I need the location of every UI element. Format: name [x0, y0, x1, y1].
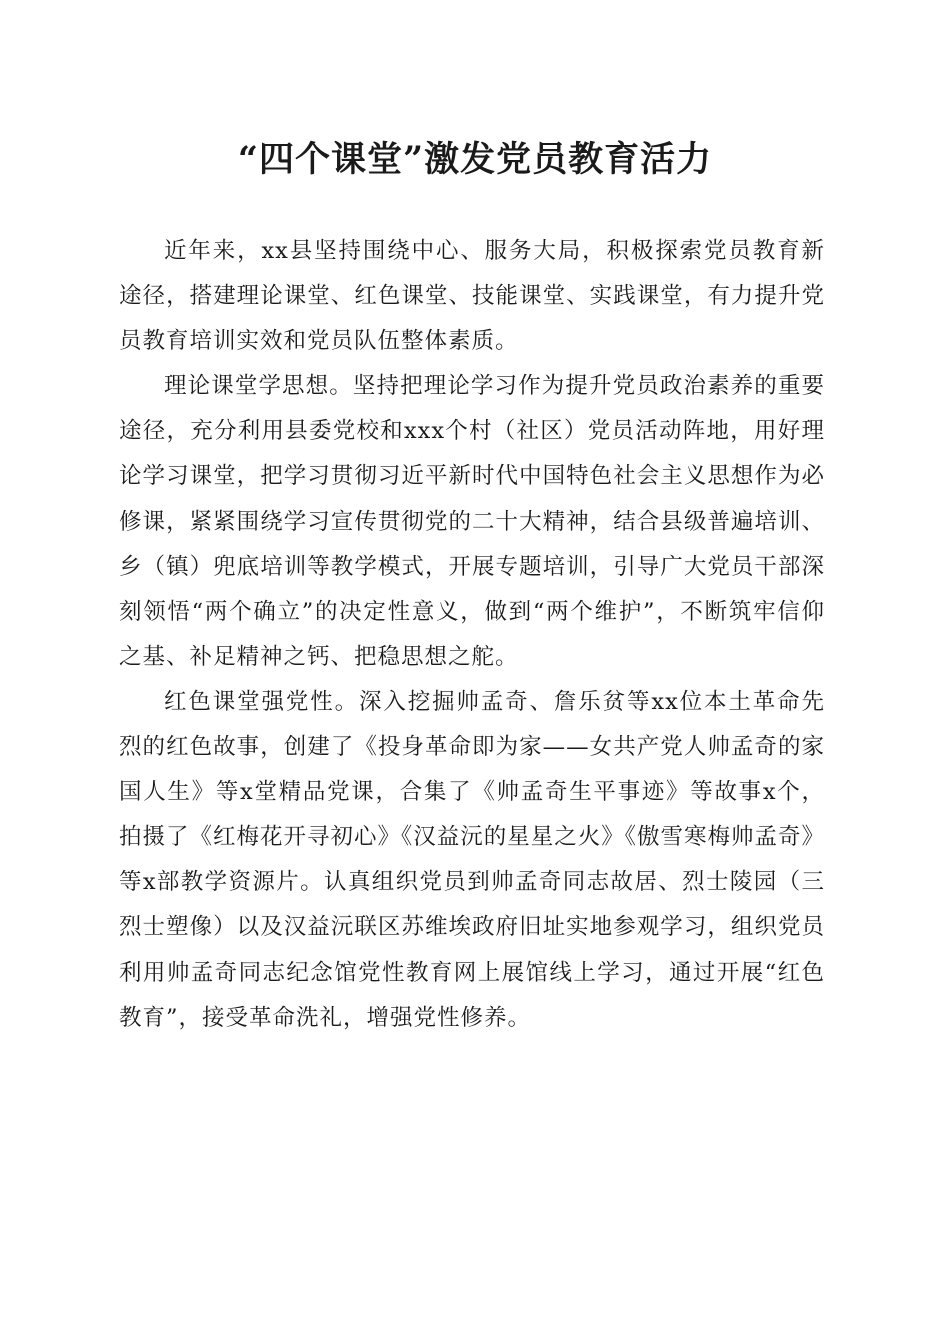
document-title: “四个课堂”激发党员教育活力 — [237, 139, 713, 180]
document-body — [119, 229, 825, 1041]
paragraph-intro: 近年来，xx县坚持围绕中心、服务大局，积极探索党员教育新途径，搭建理论课堂、红色课堂、技能课堂、实践课堂，有力提升党员教育培训实效和党员队伍整体素质。 — [119, 238, 825, 355]
paragraph-theory-classroom: 理论课堂学思想。坚持把理论学习作为提升党员政治素养的重要途径，充分利用县委党校和xxx个村（社区）党员活动阵地，用好理论学习课堂，把学习贯彻习近平新时代中国特色社会主义思想作为必修课，紧紧围绕学习宣传贯彻党的二十大精神，结合县级普遍培训、乡（镇）兜底培训等教学模式，开展专题培训，引导广大党员干部深刻领悟“两个确立”的决定性意义，做到“两个维护”，不断筑牢信仰之基、补足精神之钙、把稳思想之舵。 — [119, 373, 825, 670]
paragraph-red-classroom: 红色课堂强党性。深入挖掘帅孟奇、詹乐贫等xx位本土革命先烈的红色故事，创建了《投身革命即为家——女共产党人帅孟奇的家国人生》等x堂精品党课，合集了《帅孟奇生平事迹》等故事x个，拍摄了《红梅花开寻初心》《汉益沅的星星之火》《傲雪寒梅帅孟奇》等x部教学资源片。认真组织党员到帅孟奇同志故居、烈士陵园（三烈士塑像）以及汉益沅联区苏维埃政府旧址实地参观学习，组织党员利用帅孟奇同志纪念馆党性教育网上展馆线上学习，通过开展“红色教育”，接受革命洗礼，增强党性修养。 — [119, 688, 826, 1031]
